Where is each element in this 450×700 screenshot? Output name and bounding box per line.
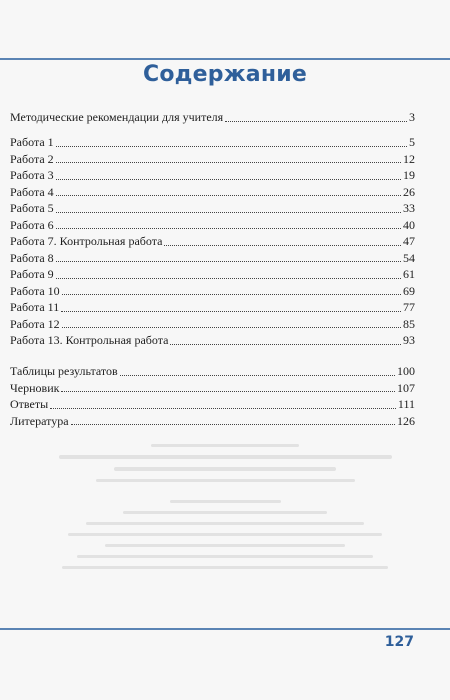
toc-entry xyxy=(10,151,415,168)
page-number: 127 xyxy=(384,634,414,650)
toc-leader-dots xyxy=(56,146,407,147)
toc-entry-label: Работа 11 xyxy=(10,300,60,314)
toc-entry xyxy=(10,184,415,201)
toc-entry xyxy=(10,380,415,397)
toc-entry-label: Таблицы результатов xyxy=(10,364,118,378)
toc-entry-label: Работа 6 xyxy=(10,217,54,232)
toc-entry-page: 126 xyxy=(397,413,415,428)
toc-leader-dots xyxy=(170,344,401,345)
toc-leader-dots xyxy=(61,311,401,312)
toc-entry-label: Работа 7. Контрольная работа xyxy=(10,234,163,248)
toc-leader-dots xyxy=(62,294,401,295)
toc-entry-page: 26 xyxy=(403,184,415,199)
toc-entry-page: 5 xyxy=(409,135,415,149)
toc-leader-dots xyxy=(50,408,396,409)
toc-entry xyxy=(10,396,415,413)
toc-entry xyxy=(10,363,415,380)
toc-entry-label: Работа 1 xyxy=(10,135,54,149)
toc-entry-label: Литература xyxy=(10,413,69,428)
toc-entry-page: 93 xyxy=(403,333,415,347)
toc-entry-label: Работа 3 xyxy=(10,168,54,182)
toc-entry-page: 100 xyxy=(397,364,415,378)
toc-entry-label: Работа 4 xyxy=(10,184,54,199)
toc-entry-label: Работа 10 xyxy=(10,283,60,298)
toc-leader-dots xyxy=(56,179,401,180)
toc-leader-dots xyxy=(56,212,401,213)
toc-entry-page: 47 xyxy=(403,234,415,248)
toc-leader-dots xyxy=(120,375,395,376)
toc-entry xyxy=(10,109,415,126)
toc-entry xyxy=(10,266,415,283)
toc-entry-label: Работа 8 xyxy=(10,250,54,265)
bottom-rule xyxy=(0,628,450,630)
toc-entry xyxy=(10,233,415,250)
toc-entry-label: Работа 5 xyxy=(10,201,54,215)
toc-entry xyxy=(10,283,415,300)
toc-entry-page: 40 xyxy=(403,217,415,232)
toc-entry xyxy=(10,316,415,333)
toc-entry-page: 3 xyxy=(409,110,415,124)
toc-entry xyxy=(10,413,415,430)
page-title: Содержание xyxy=(143,62,307,87)
toc-leader-dots xyxy=(56,278,401,279)
toc-entry xyxy=(10,299,415,316)
toc-entry xyxy=(10,134,415,151)
toc-leader-dots xyxy=(56,261,401,262)
toc-entry-page: 107 xyxy=(397,380,415,395)
toc-entry-label: Работа 13. Контрольная работа xyxy=(10,333,169,347)
toc-entry-label: Работа 9 xyxy=(10,267,54,281)
toc-entry xyxy=(10,167,415,184)
toc-leader-dots xyxy=(225,121,407,122)
toc-leader-dots xyxy=(56,228,401,229)
toc-entry-page: 33 xyxy=(403,201,415,215)
top-rule xyxy=(0,58,450,60)
toc-entry-page: 19 xyxy=(403,168,415,182)
toc-entry xyxy=(10,250,415,267)
toc-entry-label: Работа 12 xyxy=(10,316,60,331)
toc-entry-label: Черновик xyxy=(10,380,60,395)
toc-leader-dots xyxy=(61,391,395,392)
toc-entry xyxy=(10,200,415,217)
bleed-through-text xyxy=(40,436,410,577)
toc-entry-page: 111 xyxy=(397,397,415,411)
toc-leader-dots xyxy=(62,327,401,328)
toc-leader-dots xyxy=(56,195,401,196)
toc-entry-page: 77 xyxy=(403,300,415,314)
toc-entry-label: Ответы xyxy=(10,397,49,411)
toc-entry-page: 12 xyxy=(403,151,415,166)
toc-entry-label: Методические рекомендации для учителя xyxy=(10,110,224,124)
toc-leader-dots xyxy=(164,245,401,246)
toc-entry-page: 61 xyxy=(403,267,415,281)
toc-leader-dots xyxy=(56,162,401,163)
toc-entry xyxy=(10,332,415,349)
toc-leader-dots xyxy=(71,424,395,425)
toc-entry xyxy=(10,217,415,234)
toc-entry-page: 69 xyxy=(403,283,415,298)
toc-entry-page: 54 xyxy=(403,250,415,265)
toc-section-intro xyxy=(10,109,415,126)
toc-entry-page: 85 xyxy=(403,316,415,331)
toc-section-works xyxy=(10,134,415,349)
toc-section-appendix xyxy=(10,363,415,429)
toc-entry-label: Работа 2 xyxy=(10,151,54,166)
